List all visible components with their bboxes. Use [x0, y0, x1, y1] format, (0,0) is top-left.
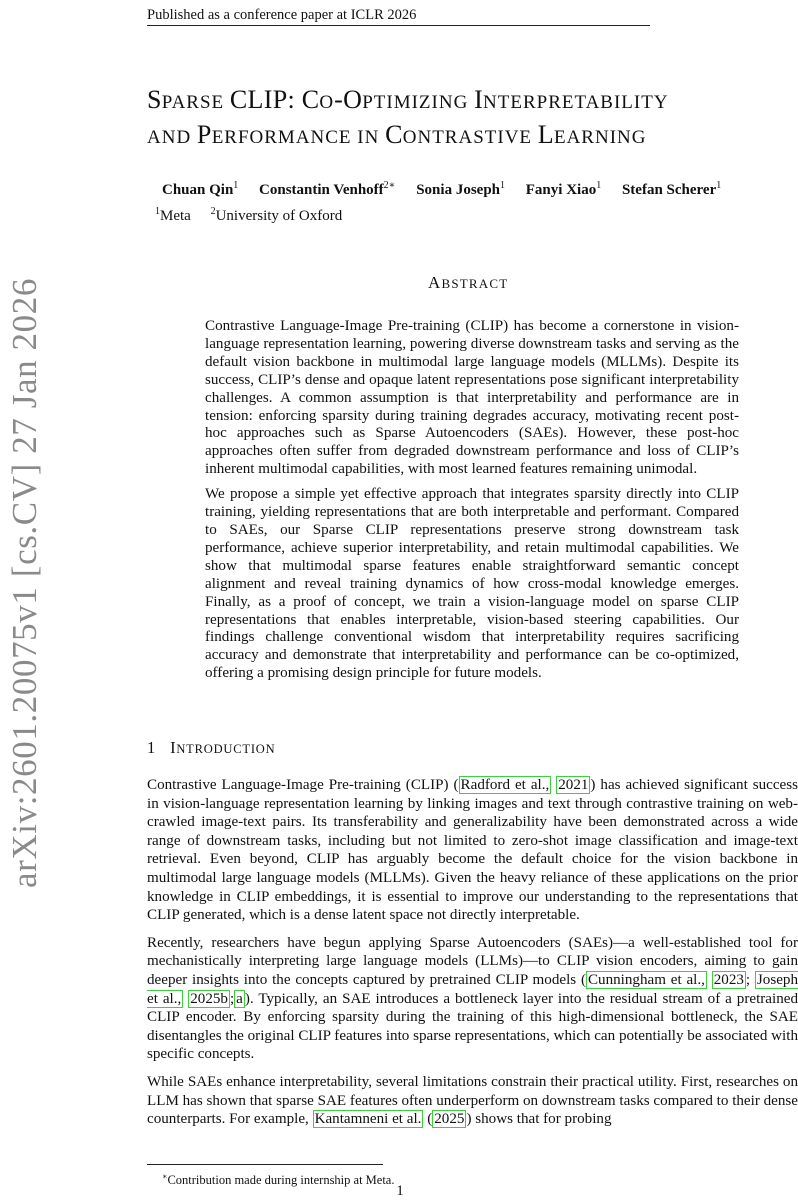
author-mark: 1	[596, 180, 602, 191]
affiliation	[155, 208, 191, 224]
affiliation-mark: 1	[155, 206, 160, 217]
title-char: CLIP: C	[229, 85, 320, 114]
citation-link[interactable]: a	[236, 990, 243, 1007]
affiliation	[211, 208, 343, 224]
author-name: Chuan Qin	[162, 182, 234, 198]
affiliation-list	[155, 202, 555, 226]
author-name: Constantin Venhoff	[259, 182, 384, 198]
body-paragraph	[147, 776, 798, 925]
citation-link[interactable]: 2021	[558, 777, 589, 793]
title-char: P	[196, 120, 212, 149]
body-text: (	[423, 1111, 433, 1128]
author	[162, 182, 238, 198]
citation-link[interactable]: 2025	[434, 1111, 465, 1128]
body-text: While SAEs enhance interpretability, several limitations constrain their practical utility. First, researches on LLM has shown that sparse SAE features often underperform on downstream tasks compared to their dense counterparts. For example,	[147, 1073, 798, 1128]
abstract-heading-initial: A	[428, 273, 442, 292]
affiliation-mark: 2	[210, 206, 216, 217]
section-title-rest: NTRODUCTION	[176, 742, 276, 756]
section-number: 1	[147, 738, 157, 757]
citation-link[interactable]: Cunningham et al.,	[587, 971, 705, 988]
affiliation-name: University of Oxford	[215, 208, 343, 224]
body-text	[707, 972, 712, 988]
title-smallcaps: AND	[147, 127, 197, 148]
abstract-paragraph: Contrastive Language-Image Pre-training (CLIP) has become a cornerstone in vision-language representation learning, powering diverse downstream tasks and serving as the default vision backbone in multimodal large language models (MLLMs). Despite its success, CLIP’s dense and opaque latent representations pose significant interpretability challenges. A common assumption is that interpretability and performance are in tension: enforcing sparsity during training degrades accuracy, motivating recent post-hoc approaches such as Sparse Autoencoders (SAEs). However, these post-hoc approaches often suffer from degraded downstream performance and loss of CLIP’s inherent multimodal capabilities, with most learned features remaining unimodal.	[205, 318, 739, 478]
title-char: -O	[334, 85, 363, 114]
title-smallcaps: ERFORMANCE IN	[211, 127, 386, 148]
section-heading-introduction	[147, 738, 275, 758]
title-char: L	[537, 120, 554, 149]
author-mark: 1	[500, 180, 506, 191]
body-text: ;	[229, 990, 235, 1007]
title-smallcaps: NTERPRETABILITY	[483, 92, 669, 113]
title-smallcaps: EARNING	[553, 127, 647, 148]
citation-link[interactable]: Kantamneni et al.	[314, 1111, 422, 1128]
citation-link[interactable]: Radford et al.,	[460, 777, 550, 793]
title-char: C	[385, 120, 403, 149]
author-mark: 2∗	[383, 180, 396, 191]
title-smallcaps: PARSE	[161, 92, 230, 113]
author-name: Fanyi Xiao	[525, 182, 597, 198]
author	[416, 182, 505, 198]
title-char: S	[147, 85, 162, 114]
footnote-mark: ∗	[162, 1172, 168, 1181]
footnote	[162, 1169, 762, 1188]
footnote-text: Contribution made during internship at Meta.	[167, 1173, 395, 1188]
body-text: Recently, researchers have begun applying Sparse Autoencoders (SAEs)—a well-established tool for mechanistically interpreting large language models (LLMs)—to CLIP vision encoders, aiming to gain deeper insights into the concepts captured by pretrained CLIP models (	[147, 934, 798, 988]
body-paragraph	[147, 934, 798, 1064]
title-char: I	[474, 85, 484, 114]
author-mark: 1	[716, 180, 722, 191]
abstract-heading	[428, 273, 508, 293]
body-text: ) has achieved significant success in vision-language representation learning by linking images and text through contrastive training on web-crawled image-text pairs. Its transferability and generalizability have been demonstrated across a wide range of downstream tasks, including but not limited to zero-shot image classification and image-text retrieval. Even beyond, CLIP has arguably become the default choice for the vision backbone in multimodal large language models (MLLMs). Given the heavy reliance of these applications on the prior knowledge in CLIP embeddings, it is essential to improve our understanding to the representations that CLIP generated, which is a dense latent space not directly interpretable.	[147, 777, 798, 924]
footnote-rule	[147, 1164, 383, 1165]
abstract-body	[205, 318, 739, 690]
paper-title	[147, 84, 797, 154]
body-text: ). Typically, an SAE introduces a bottleneck layer into the residual stream of a pretrained CLIP encoder. By enforcing sparsity during the training of this high-dimensional bottleneck, the SAE disentangles the original CLIP features into sparse representations, which can potentially be associated with specific concepts.	[147, 990, 798, 1063]
author-name: Stefan Scherer	[621, 182, 717, 198]
citation-link[interactable]: 2023	[713, 971, 744, 988]
title-smallcaps: PTIMIZING	[362, 92, 475, 113]
arxiv-stamp[interactable]: arXiv:2601.20075v1 [cs.CV] 27 Jan 2026	[5, 278, 44, 888]
abstract-paragraph: We propose a simple yet effective approach that integrates sparsity directly into CLIP training, yielding representations that are both interpretable and performant. Compared to SAEs, our Sparse CLIP representations preserve strong downstream task performance, achieve superior interpretability, and retain multimodal capabilities. We show that multimodal sparse features enable straightforward semantic concept alignment and reveal training dynamics of how cross-modal knowledge emerges. Finally, as a proof of concept, we train a vision-language model on sparse CLIP representations that enables interpretable, vision-based steering capabilities. Our findings challenge conventional wisdom that interpretability requires sacrificing accuracy and demonstrate that interpretability and performance can be co-optimized, offering a promising design principle for future models.	[205, 486, 739, 682]
body-text: Contrastive Language-Image Pre-training (CLIP) (	[147, 777, 459, 793]
affiliation-name: Meta	[160, 208, 191, 224]
title-smallcaps: ONTRASTIVE	[402, 127, 538, 148]
running-head: Published as a conference paper at ICLR 2026	[147, 6, 650, 26]
body-text: ) shows that for probing	[466, 1111, 612, 1128]
title-smallcaps: O	[319, 92, 335, 113]
body-paragraph	[147, 1073, 798, 1129]
body-text: ;	[745, 971, 755, 988]
author-name: Sonia Joseph	[416, 182, 501, 198]
page-number: 1	[396, 1183, 404, 1199]
citation-link[interactable]: Joseph et al.,	[147, 971, 798, 1007]
section-title-initial: I	[170, 738, 177, 757]
abstract-heading-rest: BSTRACT	[441, 276, 509, 291]
author	[622, 182, 721, 198]
citation-link[interactable]: 2025b	[190, 990, 228, 1007]
author-mark: 1	[233, 180, 239, 191]
author-list	[162, 176, 792, 200]
introduction-body	[147, 776, 798, 1138]
author	[259, 182, 395, 198]
author	[526, 182, 601, 198]
